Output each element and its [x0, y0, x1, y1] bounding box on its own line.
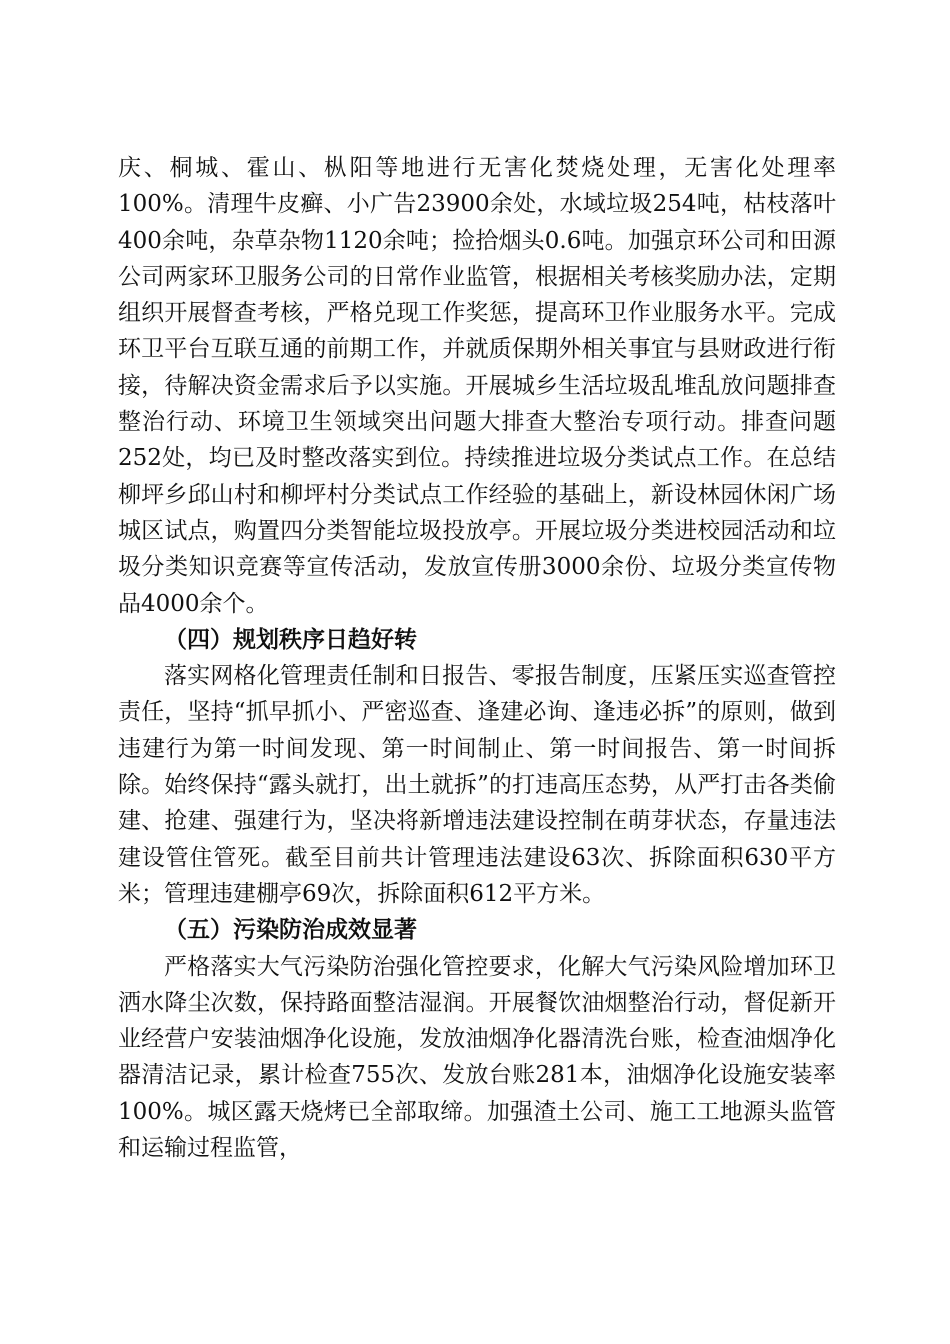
document-page — [118, 150, 836, 1166]
paragraph-illegal-construction: 落实网格化管理责任制和日报告、零报告制度，压紧压实巡查管控责任，坚持“抓早抓小、严密巡查、逢建必询、逢违必拆”的原则，做到违建行为第一时间发现、第一时间制止、第一时间报告、第一时间拆除。始终保持“露头就打，出土就拆”的打违高压态势，从严打击各类偷建、抢建、强建行为，坚决将新增违法建设控制在萌芽状态，存量违法建设管住管死。截至目前共计管理违法建设63次、拆除面积630平方米；管理违建棚亭69次，拆除面积612平方米。 — [118, 663, 836, 907]
paragraph-air-pollution: 严格落实大气污染防治强化管控要求，化解大气污染风险增加环卫洒水降尘次数，保持路面整洁湿润。开展餐饮油烟整治行动，督促新开业经营户安装油烟净化设施，发放油烟净化器清洗台账，检查油烟净化器清洁记录，累计检查755次、发放台账281本，油烟净化设施安装率100%。城区露天烧烤已全部取缔。加强渣土公司、施工工地源头监管和运输过程监管， — [118, 953, 836, 1162]
section-heading-pollution-control: （五）污染防治成效显著 — [164, 916, 417, 944]
section-heading-planning-order: （四）规划秩序日趋好转 — [164, 625, 417, 653]
paragraph-sanitation-continuation: 庆、桐城、霍山、枞阳等地进行无害化焚烧处理，无害化处理率100%。清理牛皮癣、小广告23900余处，水域垃圾254吨，枯枝落叶400余吨，杂草杂物1120余吨；捡拾烟头0.6吨。加强京环公司和田源公司两家环卫服务公司的日常作业监管，根据相关考核奖励办法，定期组织开展督查考核，严格兑现工作奖惩，提高环卫作业服务水平。完成环卫平台互联互通的前期工作，并就质保期外相关事宜与县财政进行衔接，待解决资金需求后予以实施。开展城乡生活垃圾乱堆乱放问题排查整治行动、环境卫生领域突出问题大排查大整治专项行动。排查问题252处，均已及时整改落实到位。持续推进垃圾分类试点工作。在总结柳坪乡邱山村和柳坪村分类试点工作经验的基础上，新设林园休闲广场城区试点，购置四分类智能垃圾投放亭。开展垃圾分类进校园活动和垃圾分类知识竞赛等宣传活动，发放宣传册3000余份、垃圾分类宣传物品4000余个。 — [118, 155, 836, 617]
